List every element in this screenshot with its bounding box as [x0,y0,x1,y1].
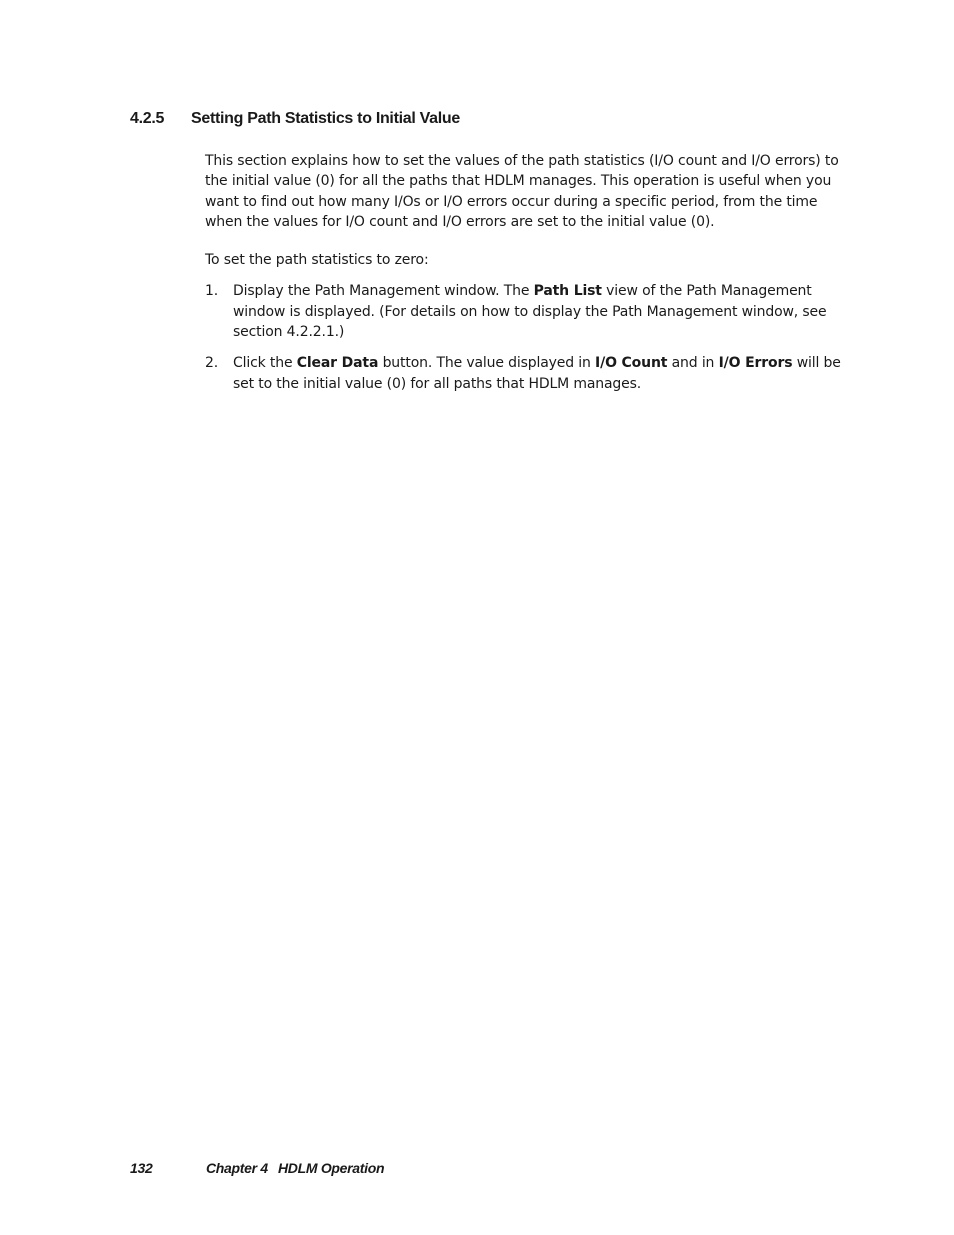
chapter-title: HDLM Operation [278,1160,385,1176]
step-text: Display the Path Management window. The [233,283,534,300]
path-list-term: Path List [533,283,602,300]
page-number: 132 [130,1160,153,1176]
step-text: view of the Path Management window is displayed. (For details on how to display the Path Management window, see section 4.2.2.1.) [233,283,827,341]
chapter-label: Chapter 4 [206,1160,268,1176]
io-errors-term: I/O Errors [718,355,793,372]
clear-data-term: Clear Data [296,355,379,372]
step-text: Click the [233,355,297,372]
step-number: 1. [205,283,219,300]
step-2 [205,353,847,394]
section-title: Setting Path Statistics to Initial Value [191,110,460,127]
step-text: will be set to the initial value (0) for all paths that HDLM manages. [233,355,841,392]
section-heading [130,110,460,128]
section-number: 4.2.5 [130,110,165,127]
procedure-steps [205,281,847,393]
intro-paragraph: This section explains how to set the values of the path statistics (I/O count and I/O errors) to the initial value (0) for all the paths that HDLM manages. This operation is useful when you want to find out how many I/Os or I/O errors occur during a specific period, from the time when the values for I/O count and I/O errors are set to the initial value (0). [205,153,839,230]
io-count-term: I/O Count [595,355,668,372]
step-1 [205,281,847,342]
step-text: and in [667,355,719,372]
procedure-lead: To set the path statistics to zero: [205,252,429,269]
step-number: 2. [205,355,219,372]
body-text [205,151,847,405]
step-text: button. The value displayed in [378,355,596,372]
page-footer [130,1160,384,1176]
